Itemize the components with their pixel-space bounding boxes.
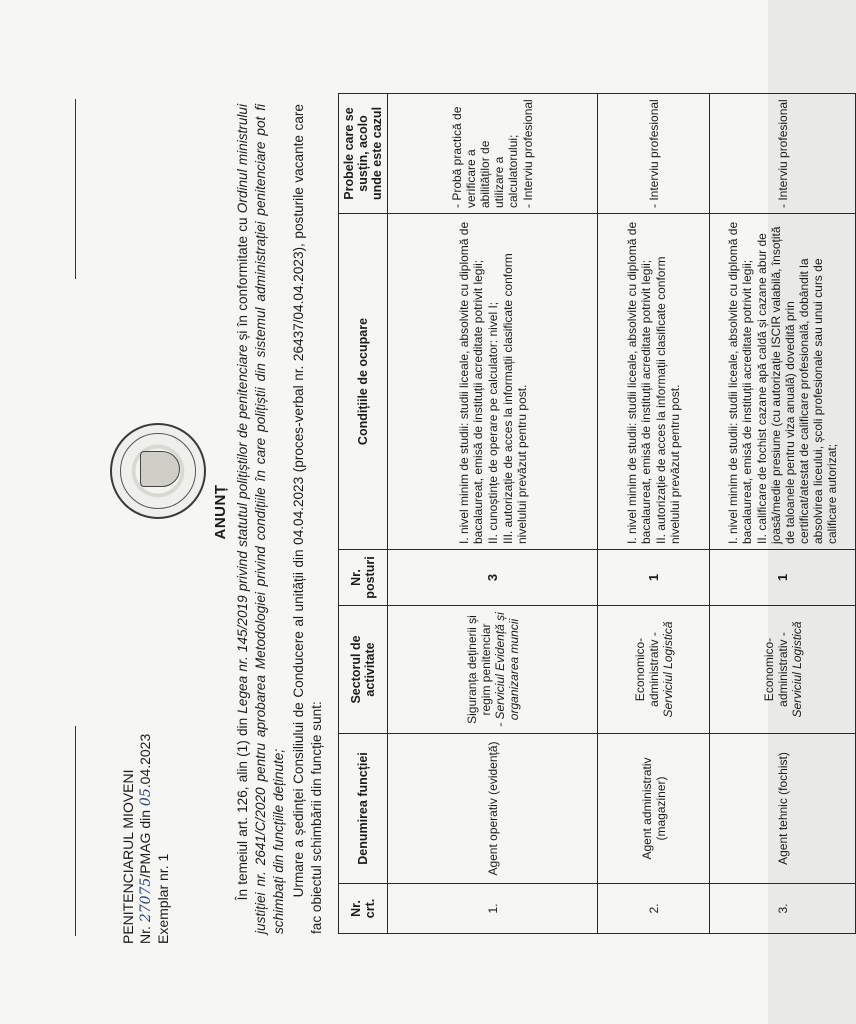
row-conditii: I. nivel minim de studii: studii liceale, absolvite cu diplomă de bacalaureat, emisă de instituții acreditate potrivit legii; II. autorizație de acces la informații clasificate conform nivelului prevăzut pentru post. bbox=[598, 214, 710, 550]
row-posturi: 1 bbox=[598, 550, 710, 606]
official-seal bbox=[110, 423, 206, 519]
header-probe: Probele care se susțin, acolo unde este cazul bbox=[339, 94, 388, 214]
document-title: ANUNȚ bbox=[212, 484, 229, 540]
header-posturi: Nr. posturi bbox=[339, 550, 388, 606]
row-denumire: Agent tehnic (fochist) bbox=[710, 734, 856, 884]
header-sector: Sectorul de activitate bbox=[339, 606, 388, 734]
row-conditii: I. nivel minim de studii: studii liceale, absolvite cu diplomă de bacalaureat, emisă de instituții acreditate potrivit legii; II. calificare de fochist cazane apă caldă și cazane abur de joasă/medie presiune (cu autorizație ISCIR valabilă, însoțită de taloanele pentru viza anuală) dovedită prin certificat/atestat de calificare profesională, dobândit la absolvirea liceului, școli profesionale sau unui curs de calificare autorizat; bbox=[710, 214, 856, 550]
table-header-row bbox=[339, 94, 388, 934]
row-probe: - Interviu profesional bbox=[598, 94, 710, 214]
registration-number: Nr. 27075/PMAG din 05.04.2023 bbox=[137, 733, 154, 944]
header-rule-right bbox=[75, 99, 76, 279]
table-row bbox=[598, 94, 710, 934]
header-denumire: Denumirea funcției bbox=[339, 734, 388, 884]
header-conditii: Condițiile de ocupare bbox=[339, 214, 388, 550]
exemplar-number: Exemplar nr. 1 bbox=[155, 853, 171, 944]
row-nr: 2. bbox=[598, 884, 710, 934]
row-sector: Economico-administrativ - Serviciul Logistică bbox=[710, 606, 856, 734]
vacancies-paragraph: Urmare a ședinței Consiliului de Conducere al unității din 04.04.2023 (proces-verbal nr. 26437/04.04.2023), posturile vacante care fac obiectul schimbării din funcție sunt: bbox=[291, 104, 324, 934]
document-header bbox=[120, 734, 172, 944]
handwritten-day: 05 bbox=[138, 788, 154, 807]
row-probe: - Probă practică de verificare a abilităților de utilizare a calculatorului; - Interviu profesional bbox=[388, 94, 598, 214]
row-denumire: Agent operativ (evidență) bbox=[388, 734, 598, 884]
row-sector: Siguranța deținerii și regim penitenciar - Serviciul Evidență și organizarea muncii bbox=[388, 606, 598, 734]
table-row bbox=[710, 94, 856, 934]
row-nr: 3. bbox=[710, 884, 856, 934]
coat-of-arms-icon bbox=[140, 451, 180, 487]
row-posturi: 1 bbox=[710, 550, 856, 606]
row-conditii: I. nivel minim de studii: studii liceale, absolvite cu diplomă de bacalaureat, emisă de instituții acreditate potrivit legii; II. cunoștințe de operare pe calculator: nivel I; III. autorizație de acces la informații clasificate conform nivelului prevăzut pentru post. bbox=[388, 214, 598, 550]
institution-name: PENITENCIARUL MIOVENI bbox=[120, 769, 136, 944]
row-denumire: Agent administrativ (magaziner) bbox=[598, 734, 710, 884]
handwritten-number: 27075 bbox=[138, 877, 154, 923]
header-rule-left bbox=[75, 726, 76, 936]
vacancies-table bbox=[338, 93, 856, 934]
row-probe: - Interviu profesional bbox=[710, 94, 856, 214]
table-row bbox=[388, 94, 598, 934]
row-posturi: 3 bbox=[388, 550, 598, 606]
legal-basis-paragraph: În temeiul art. 126, alin (1) din Legea nr. 145/2019 privind statutul polițiștilor de penitenciare și în conformitate cu Ordinul ministrului justiției nr. 2641/C/2020 pentru aprobarea Metodologiei privind condițiile în care polițiștii din sistemul administrației penitenciare pot fi schimbați din funcțiile deținute; bbox=[235, 104, 286, 934]
header-nr: Nr. crt. bbox=[339, 884, 388, 934]
row-nr: 1. bbox=[388, 884, 598, 934]
row-sector: Economico-administrativ - Serviciul Logistică bbox=[598, 606, 710, 734]
